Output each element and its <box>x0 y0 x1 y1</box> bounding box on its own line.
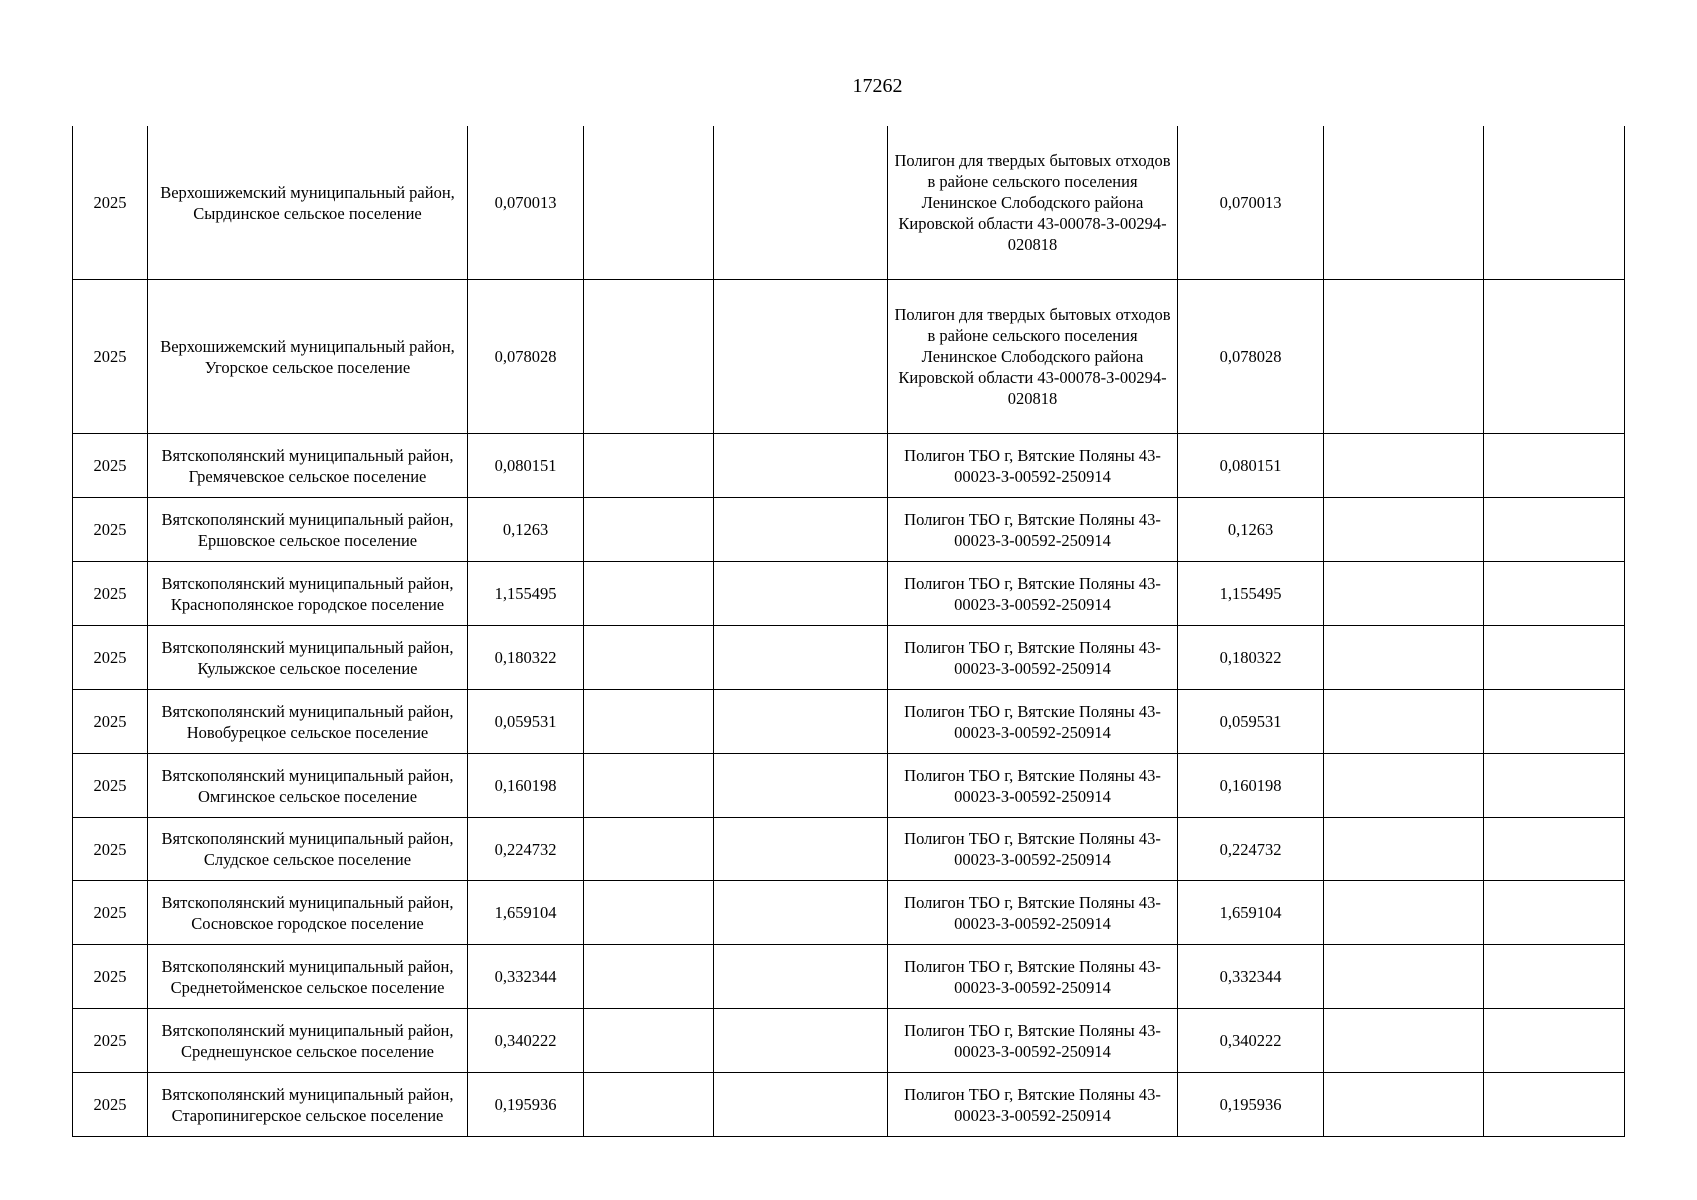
cell-volume: 1,659104 <box>468 881 584 945</box>
cell-year: 2025 <box>73 498 148 562</box>
cell-empty-5 <box>714 1009 888 1073</box>
table-row <box>73 1009 1625 1073</box>
cell-empty-4 <box>584 126 714 280</box>
table-row <box>73 754 1625 818</box>
cell-empty-9 <box>1484 818 1625 881</box>
cell-year: 2025 <box>73 754 148 818</box>
cell-empty-8 <box>1324 754 1484 818</box>
cell-volume: 0,080151 <box>468 434 584 498</box>
table-row <box>73 945 1625 1009</box>
cell-municipality: Вятскополянский муниципальный район, Кулыжское сельское поселение <box>148 626 468 690</box>
cell-facility: Полигон ТБО г, Вятские Поляны 43-00023-З-00592-250914 <box>888 1073 1178 1137</box>
cell-municipality: Вятскополянский муниципальный район, Старопинигерское сельское поселение <box>148 1073 468 1137</box>
table-body <box>73 126 1625 1137</box>
table-row <box>73 690 1625 754</box>
cell-facility: Полигон ТБО г, Вятские Поляны 43-00023-З-00592-250914 <box>888 562 1178 626</box>
cell-facility: Полигон ТБО г, Вятские Поляны 43-00023-З-00592-250914 <box>888 626 1178 690</box>
cell-empty-8 <box>1324 498 1484 562</box>
cell-facility: Полигон ТБО г, Вятские Поляны 43-00023-З-00592-250914 <box>888 690 1178 754</box>
cell-year: 2025 <box>73 881 148 945</box>
cell-municipality: Вятскополянский муниципальный район, Омгинское сельское поселение <box>148 754 468 818</box>
cell-volume: 0,070013 <box>468 126 584 280</box>
cell-municipality: Вятскополянский муниципальный район, Новобурецкое сельское поселение <box>148 690 468 754</box>
cell-volume: 0,1263 <box>468 498 584 562</box>
cell-year: 2025 <box>73 945 148 1009</box>
cell-empty-5 <box>714 1073 888 1137</box>
table-row <box>73 280 1625 434</box>
cell-empty-4 <box>584 280 714 434</box>
cell-facility: Полигон ТБО г, Вятские Поляны 43-00023-З-00592-250914 <box>888 1009 1178 1073</box>
cell-empty-5 <box>714 280 888 434</box>
cell-empty-4 <box>584 498 714 562</box>
cell-facility-volume: 1,659104 <box>1178 881 1324 945</box>
cell-volume: 0,195936 <box>468 1073 584 1137</box>
cell-empty-9 <box>1484 1009 1625 1073</box>
cell-empty-4 <box>584 1073 714 1137</box>
cell-facility-volume: 0,1263 <box>1178 498 1324 562</box>
cell-facility: Полигон ТБО г, Вятские Поляны 43-00023-З-00592-250914 <box>888 881 1178 945</box>
cell-empty-8 <box>1324 280 1484 434</box>
cell-year: 2025 <box>73 126 148 280</box>
table-row <box>73 562 1625 626</box>
cell-year: 2025 <box>73 1073 148 1137</box>
cell-empty-9 <box>1484 1073 1625 1137</box>
cell-facility-volume: 0,332344 <box>1178 945 1324 1009</box>
cell-volume: 0,332344 <box>468 945 584 1009</box>
cell-year: 2025 <box>73 626 148 690</box>
cell-empty-5 <box>714 434 888 498</box>
cell-empty-5 <box>714 626 888 690</box>
cell-empty-9 <box>1484 434 1625 498</box>
cell-facility-volume: 0,078028 <box>1178 280 1324 434</box>
cell-empty-5 <box>714 945 888 1009</box>
cell-volume: 0,180322 <box>468 626 584 690</box>
cell-municipality: Вятскополянский муниципальный район, Слудское сельское поселение <box>148 818 468 881</box>
cell-municipality: Вятскополянский муниципальный район, Гремячевское сельское поселение <box>148 434 468 498</box>
cell-empty-5 <box>714 562 888 626</box>
cell-facility-volume: 0,195936 <box>1178 1073 1324 1137</box>
cell-empty-8 <box>1324 945 1484 1009</box>
cell-facility: Полигон ТБО г, Вятские Поляны 43-00023-З-00592-250914 <box>888 498 1178 562</box>
cell-facility: Полигон ТБО г, Вятские Поляны 43-00023-З-00592-250914 <box>888 434 1178 498</box>
cell-facility-volume: 0,070013 <box>1178 126 1324 280</box>
cell-facility-volume: 0,340222 <box>1178 1009 1324 1073</box>
cell-empty-8 <box>1324 818 1484 881</box>
cell-empty-8 <box>1324 562 1484 626</box>
cell-empty-5 <box>714 754 888 818</box>
table-row <box>73 626 1625 690</box>
cell-empty-9 <box>1484 754 1625 818</box>
cell-empty-5 <box>714 690 888 754</box>
cell-empty-4 <box>584 881 714 945</box>
cell-year: 2025 <box>73 562 148 626</box>
cell-empty-4 <box>584 754 714 818</box>
cell-municipality: Вятскополянский муниципальный район, Сосновское городское поселение <box>148 881 468 945</box>
page-number: 17262 <box>852 75 903 97</box>
cell-facility-volume: 0,080151 <box>1178 434 1324 498</box>
cell-empty-8 <box>1324 1009 1484 1073</box>
cell-facility: Полигон ТБО г, Вятские Поляны 43-00023-З-00592-250914 <box>888 818 1178 881</box>
cell-empty-8 <box>1324 126 1484 280</box>
cell-volume: 0,340222 <box>468 1009 584 1073</box>
cell-empty-4 <box>584 626 714 690</box>
cell-empty-4 <box>584 434 714 498</box>
cell-municipality: Вятскополянский муниципальный район, Краснополянское городское поселение <box>148 562 468 626</box>
cell-empty-9 <box>1484 498 1625 562</box>
cell-municipality: Вятскополянский муниципальный район, Среднешунское сельское поселение <box>148 1009 468 1073</box>
cell-municipality: Верхошижемский муниципальный район, Сырдинское сельское поселение <box>148 126 468 280</box>
cell-empty-9 <box>1484 562 1625 626</box>
cell-facility-volume: 0,180322 <box>1178 626 1324 690</box>
cell-empty-4 <box>584 562 714 626</box>
cell-empty-5 <box>714 818 888 881</box>
cell-volume: 0,059531 <box>468 690 584 754</box>
cell-facility: Полигон ТБО г, Вятские Поляны 43-00023-З-00592-250914 <box>888 945 1178 1009</box>
table-row <box>73 881 1625 945</box>
cell-year: 2025 <box>73 690 148 754</box>
cell-facility: Полигон для твердых бытовых отходов в районе сельского поселения Ленинское Слободского района Кировской области 43-00078-З-00294-020818 <box>888 126 1178 280</box>
cell-empty-9 <box>1484 881 1625 945</box>
cell-empty-9 <box>1484 626 1625 690</box>
cell-empty-9 <box>1484 126 1625 280</box>
cell-empty-9 <box>1484 280 1625 434</box>
cell-facility-volume: 0,059531 <box>1178 690 1324 754</box>
cell-facility-volume: 1,155495 <box>1178 562 1324 626</box>
table-row <box>73 126 1625 280</box>
data-table <box>72 126 1625 1137</box>
table-row <box>73 498 1625 562</box>
cell-empty-9 <box>1484 945 1625 1009</box>
table-row <box>73 818 1625 881</box>
cell-empty-8 <box>1324 626 1484 690</box>
cell-year: 2025 <box>73 818 148 881</box>
cell-empty-8 <box>1324 690 1484 754</box>
cell-empty-5 <box>714 881 888 945</box>
cell-empty-4 <box>584 945 714 1009</box>
cell-empty-9 <box>1484 690 1625 754</box>
cell-facility: Полигон ТБО г, Вятские Поляны 43-00023-З-00592-250914 <box>888 754 1178 818</box>
table-row <box>73 1073 1625 1137</box>
cell-empty-4 <box>584 1009 714 1073</box>
cell-empty-5 <box>714 498 888 562</box>
cell-year: 2025 <box>73 434 148 498</box>
cell-empty-4 <box>584 818 714 881</box>
table-row <box>73 434 1625 498</box>
cell-volume: 0,160198 <box>468 754 584 818</box>
cell-volume: 0,224732 <box>468 818 584 881</box>
cell-facility: Полигон для твердых бытовых отходов в районе сельского поселения Ленинское Слободского района Кировской области 43-00078-З-00294-020818 <box>888 280 1178 434</box>
cell-empty-8 <box>1324 434 1484 498</box>
cell-year: 2025 <box>73 1009 148 1073</box>
cell-facility-volume: 0,160198 <box>1178 754 1324 818</box>
cell-empty-5 <box>714 126 888 280</box>
cell-facility-volume: 0,224732 <box>1178 818 1324 881</box>
cell-empty-8 <box>1324 1073 1484 1137</box>
cell-empty-4 <box>584 690 714 754</box>
cell-volume: 0,078028 <box>468 280 584 434</box>
cell-volume: 1,155495 <box>468 562 584 626</box>
cell-municipality: Вятскополянский муниципальный район, Среднетойменское сельское поселение <box>148 945 468 1009</box>
cell-year: 2025 <box>73 280 148 434</box>
cell-empty-8 <box>1324 881 1484 945</box>
cell-municipality: Верхошижемский муниципальный район, Угорское сельское поселение <box>148 280 468 434</box>
cell-municipality: Вятскополянский муниципальный район, Ершовское сельское поселение <box>148 498 468 562</box>
